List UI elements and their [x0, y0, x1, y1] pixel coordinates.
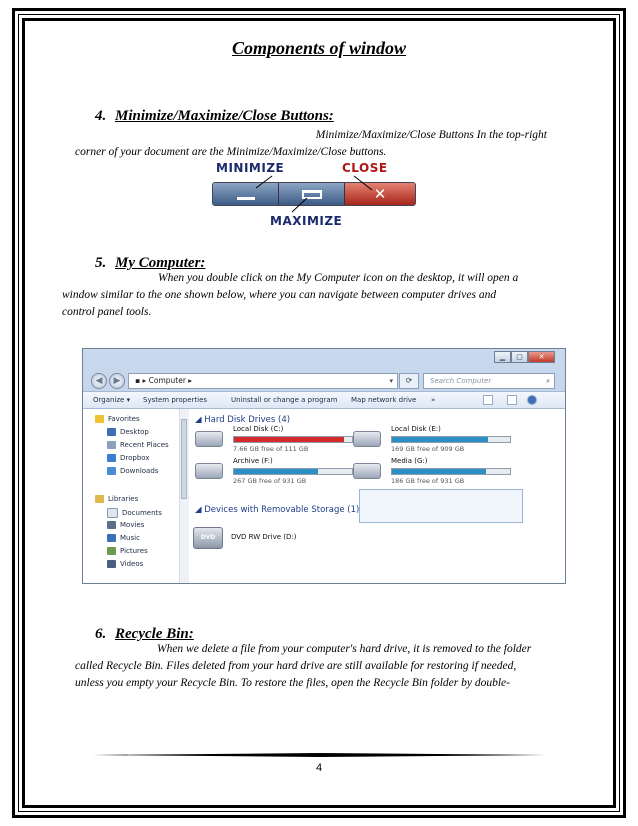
view-options-icon[interactable]	[483, 395, 493, 405]
preview-pane-icon[interactable]	[507, 395, 517, 405]
drive-free-space: 7.66 GB free of 111 GB	[233, 445, 309, 453]
recent-places-icon	[107, 441, 116, 449]
nav-item-videos[interactable]: Videos	[107, 560, 143, 568]
address-text: Computer	[148, 376, 186, 385]
map-network-drive-button[interactable]: Map network drive	[351, 396, 417, 404]
body-line: When we delete a file from your computer's hard drive, it is removed to the folder	[157, 643, 532, 655]
drive-usage-bar	[233, 436, 353, 443]
group-hard-disk-drives: ◢ Hard Disk Drives (4)	[195, 415, 291, 425]
nav-item-recent-places[interactable]: Recent Places	[107, 441, 169, 449]
drive-item[interactable]	[195, 455, 355, 487]
drive-name: Local Disk (E:)	[391, 425, 441, 433]
nav-item-music[interactable]: Music	[107, 534, 140, 542]
documents-icon	[107, 508, 118, 518]
drive-name: Local Disk (C:)	[233, 425, 284, 433]
body-line: window similar to the one shown below, where you can navigate between computer drives and	[62, 289, 497, 301]
section-4-body	[75, 127, 565, 161]
help-icon[interactable]	[527, 395, 537, 405]
dvd-drive-name[interactable]: DVD RW Drive (D:)	[231, 533, 297, 541]
music-icon	[107, 534, 116, 542]
minimize-button[interactable]: ▁	[494, 351, 511, 363]
command-bar	[83, 391, 565, 409]
close-button[interactable]: ✕	[528, 351, 555, 363]
footer-rule	[92, 753, 546, 757]
hard-drive-icon	[195, 431, 223, 447]
videos-icon	[107, 560, 116, 568]
desktop-icon	[107, 428, 116, 436]
close-label: CLOSE	[342, 161, 388, 175]
nav-scrollbar[interactable]	[179, 409, 189, 584]
chevron-down-icon: ▾	[389, 377, 393, 385]
drive-usage-bar	[233, 468, 353, 475]
hard-drive-icon	[195, 463, 223, 479]
nav-item-dropbox[interactable]: Dropbox	[107, 454, 150, 462]
nav-item-documents[interactable]: Documents	[107, 508, 162, 518]
close-icon: ✕	[373, 184, 387, 203]
forward-button[interactable]: ▶	[109, 373, 125, 389]
address-bar[interactable]: ▪ ▸ Computer ▸ ▾	[128, 373, 398, 389]
hard-drive-icon	[353, 431, 381, 447]
section-title: Minimize/Maximize/Close Buttons:	[115, 108, 334, 124]
window-controls	[494, 351, 555, 363]
selected-drive-highlight	[359, 489, 523, 523]
drive-usage-fill	[234, 469, 318, 474]
search-input[interactable]: Search Computer ⌕	[423, 373, 555, 389]
uninstall-program-button[interactable]: Uninstall or change a program	[231, 396, 338, 404]
drive-usage-fill	[392, 469, 486, 474]
nav-item-favorites[interactable]: Favorites	[95, 415, 140, 423]
section-number: 4.	[95, 108, 107, 124]
nav-item-pictures[interactable]: Pictures	[107, 547, 148, 555]
pictures-icon	[107, 547, 116, 555]
drive-free-space: 186 GB free of 931 GB	[391, 477, 465, 485]
body-line: When you double click on the My Computer icon on the desktop, it will open a	[158, 272, 519, 284]
drive-free-space: 267 GB free of 931 GB	[233, 477, 307, 485]
organize-button[interactable]: Organize ▾	[93, 396, 131, 404]
drive-item[interactable]	[353, 423, 513, 455]
star-icon	[95, 415, 104, 423]
section-heading-minimize-maximize-close	[95, 108, 334, 125]
drive-name: Archive (F:)	[233, 457, 273, 465]
section-number: 5.	[95, 255, 107, 271]
navigation-pane	[83, 409, 189, 584]
drive-usage-bar	[391, 436, 511, 443]
section-6-body	[75, 641, 565, 692]
dropbox-icon	[107, 454, 116, 462]
section-title: My Computer:	[115, 255, 206, 271]
back-button[interactable]: ◀	[91, 373, 107, 389]
maximize-button[interactable]: ▢	[511, 351, 528, 363]
page-title: Components of window	[231, 38, 407, 58]
body-line: unless you empty your Recycle Bin. To restore the files, open the Recycle Bin folder by double-	[75, 677, 510, 689]
libraries-icon	[95, 495, 104, 503]
system-properties-button[interactable]: System properties	[143, 396, 208, 404]
drive-usage-fill	[234, 437, 344, 442]
nav-item-downloads[interactable]: Downloads	[107, 467, 158, 475]
dvd-drive-icon: DVD	[193, 527, 223, 549]
hard-drive-icon	[353, 463, 381, 479]
drives-pane	[189, 409, 565, 584]
drive-free-space: 169 GB free of 909 GB	[391, 445, 465, 453]
movies-icon	[107, 521, 116, 529]
more-commands-button[interactable]: »	[431, 396, 436, 404]
section-title: Recycle Bin:	[115, 626, 194, 642]
body-line: control panel tools.	[62, 306, 152, 318]
nav-item-desktop[interactable]: Desktop	[107, 428, 149, 436]
nav-item-libraries[interactable]: Libraries	[95, 495, 138, 503]
refresh-button[interactable]: ⟳	[399, 373, 419, 389]
scrollbar-thumb[interactable]	[181, 419, 187, 499]
maximize-label: MAXIMIZE	[270, 214, 343, 228]
drive-name: Media (G:)	[391, 457, 428, 465]
nav-item-movies[interactable]: Movies	[107, 521, 144, 529]
body-line: Minimize/Maximize/Close Buttons In the top-right	[315, 129, 547, 141]
downloads-icon	[107, 467, 116, 475]
explorer-content	[83, 409, 565, 584]
body-line: corner of your document are the Minimize/Maximize/Close buttons.	[75, 146, 387, 158]
drive-usage-fill	[392, 437, 488, 442]
drive-item[interactable]	[195, 423, 355, 455]
section-number: 6.	[95, 626, 107, 642]
section-5-body	[62, 270, 572, 321]
drive-item[interactable]	[353, 455, 513, 487]
window-buttons-illustration	[212, 158, 416, 230]
minimize-label: MINIMIZE	[216, 161, 285, 175]
body-line: called Recycle Bin. Files deleted from your hard drive are still available for restoring if needed,	[75, 660, 517, 672]
my-computer-window	[82, 348, 566, 584]
search-icon: ⌕	[546, 377, 550, 385]
page-number: 4	[315, 762, 323, 774]
drive-usage-bar	[391, 468, 511, 475]
group-removable-storage: ◢ Devices with Removable Storage (1)	[195, 505, 360, 515]
